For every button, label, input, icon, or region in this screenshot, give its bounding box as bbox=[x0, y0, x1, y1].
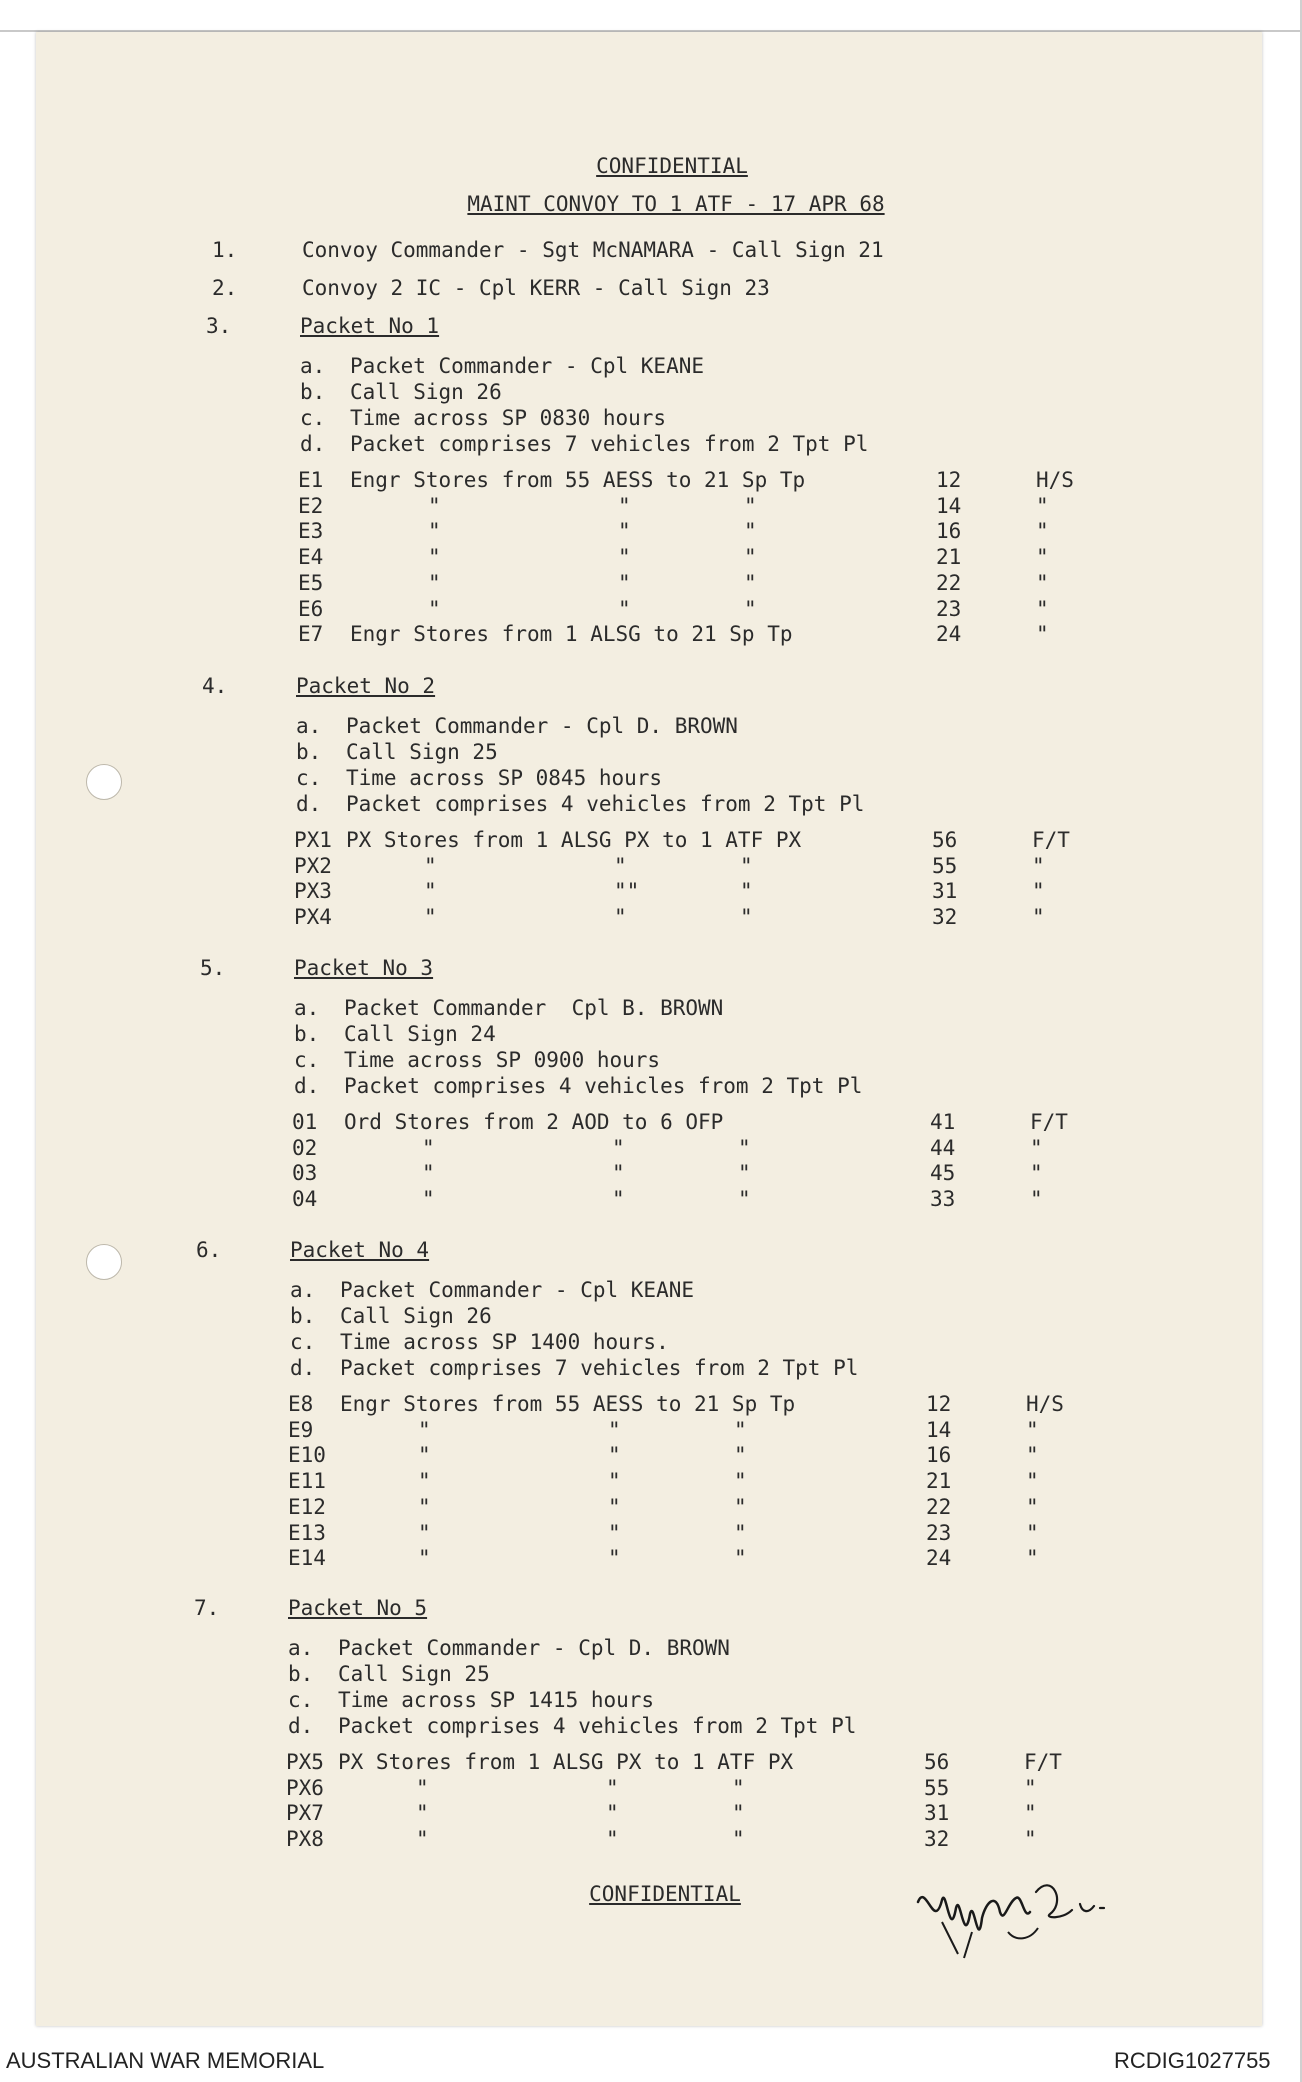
vehicle-count: 33 bbox=[930, 1187, 956, 1212]
vehicle-type: H/S bbox=[1026, 1392, 1064, 1416]
detail-letter: a. bbox=[300, 354, 326, 378]
ditto-mark: " bbox=[428, 596, 441, 621]
ditto-mark: " bbox=[732, 1827, 745, 1852]
vehicle-count: 21 bbox=[926, 1469, 952, 1494]
paragraph-number: 6. bbox=[196, 1238, 222, 1262]
load-description: Engr Stores from 55 AESS to 21 Sp Tp bbox=[350, 468, 806, 492]
vehicle-count: 22 bbox=[926, 1494, 952, 1519]
ditto-mark: " bbox=[608, 1546, 621, 1571]
ditto-mark: " bbox=[418, 1546, 431, 1571]
vehicle-id: PX8 bbox=[286, 1827, 324, 1852]
archive-id: RCDIG1027755 bbox=[1114, 2048, 1271, 2073]
ditto-mark: " bbox=[424, 905, 437, 930]
load-description: Engr Stores from 1 ALSG to 21 Sp Tp bbox=[350, 622, 793, 647]
vehicle-type: " bbox=[1036, 596, 1049, 621]
ditto-mark: "" bbox=[614, 879, 640, 904]
vehicle-type: " bbox=[1030, 1187, 1043, 1212]
vehicle-type: " bbox=[1026, 1546, 1039, 1571]
detail-text: Call Sign 24 bbox=[344, 1022, 496, 1046]
detail-letter: d. bbox=[294, 1074, 320, 1098]
detail-text: Packet Commander - Cpl D. BROWN bbox=[338, 1636, 730, 1660]
packet-heading: Packet No 1 bbox=[300, 314, 440, 338]
ditto-mark: " bbox=[734, 1494, 747, 1519]
vehicle-count: 24 bbox=[936, 622, 962, 647]
ditto-mark: " bbox=[418, 1469, 431, 1494]
detail-letter: c. bbox=[300, 406, 326, 430]
ditto-mark: " bbox=[606, 1827, 619, 1852]
vehicle-count: 12 bbox=[926, 1392, 952, 1416]
ditto-mark: " bbox=[732, 1801, 745, 1826]
ditto-mark: " bbox=[428, 545, 441, 570]
ditto-mark: " bbox=[418, 1417, 431, 1442]
detail-letter: b. bbox=[290, 1304, 316, 1328]
vehicle-type: " bbox=[1036, 493, 1049, 518]
load-description: Engr Stores from 55 AESS to 21 Sp Tp bbox=[340, 1392, 796, 1416]
ditto-mark: " bbox=[612, 1161, 625, 1186]
vehicle-type: F/T bbox=[1024, 1750, 1062, 1774]
vehicle-count: 55 bbox=[924, 1775, 950, 1800]
ditto-mark: " bbox=[428, 493, 441, 518]
detail-text: Call Sign 25 bbox=[346, 740, 498, 764]
ditto-mark: " bbox=[744, 570, 757, 595]
vehicle-count: 32 bbox=[932, 905, 958, 930]
ditto-mark: " bbox=[428, 519, 441, 544]
vehicle-id: 02 bbox=[292, 1135, 318, 1160]
detail-text: Packet Commander - Cpl KEANE bbox=[350, 354, 705, 378]
detail-text: Packet Commander Cpl B. BROWN bbox=[344, 996, 724, 1020]
detail-text: Time across SP 0900 hours bbox=[344, 1048, 661, 1072]
ditto-mark: " bbox=[618, 519, 631, 544]
vehicle-id: E13 bbox=[288, 1520, 326, 1545]
detail-text: Call Sign 25 bbox=[338, 1662, 490, 1686]
ditto-mark: " bbox=[422, 1135, 435, 1160]
item-text: Convoy 2 IC - Cpl KERR - Call Sign 23 bbox=[302, 276, 770, 300]
detail-letter: c. bbox=[288, 1688, 314, 1712]
vehicle-id: E5 bbox=[298, 570, 324, 595]
detail-letter: a. bbox=[290, 1278, 316, 1302]
ditto-mark: " bbox=[734, 1443, 747, 1468]
vehicle-type: " bbox=[1032, 853, 1045, 878]
ditto-mark: " bbox=[734, 1520, 747, 1545]
ditto-mark: " bbox=[608, 1417, 621, 1442]
detail-letter: d. bbox=[296, 792, 322, 816]
ditto-mark: " bbox=[618, 545, 631, 570]
vehicle-count: 16 bbox=[936, 519, 962, 544]
ditto-mark: " bbox=[424, 879, 437, 904]
ditto-mark: " bbox=[740, 853, 753, 878]
vehicle-count: 23 bbox=[926, 1520, 952, 1545]
packet-heading: Packet No 4 bbox=[290, 1238, 430, 1262]
ditto-mark: " bbox=[734, 1417, 747, 1442]
ditto-mark: " bbox=[612, 1135, 625, 1160]
detail-text: Packet Commander - Cpl KEANE bbox=[340, 1278, 695, 1302]
vehicle-id: PX5 bbox=[286, 1750, 324, 1774]
vehicle-count: 45 bbox=[930, 1161, 956, 1186]
vehicle-id: E6 bbox=[298, 596, 324, 621]
vehicle-id: PX3 bbox=[294, 879, 332, 904]
detail-letter: d. bbox=[288, 1714, 314, 1738]
paragraph-number: 5. bbox=[200, 956, 226, 980]
vehicle-count: 12 bbox=[936, 468, 962, 492]
vehicle-type: " bbox=[1036, 519, 1049, 544]
detail-text: Packet comprises 4 vehicles from 2 Tpt Pl bbox=[344, 1074, 863, 1098]
vehicle-count: 24 bbox=[926, 1546, 952, 1571]
footer-classification: CONFIDENTIAL bbox=[589, 1882, 741, 1906]
vehicle-type: F/T bbox=[1030, 1110, 1068, 1134]
vehicle-id: PX4 bbox=[294, 905, 332, 930]
detail-text: Call Sign 26 bbox=[350, 380, 502, 404]
punch-hole-upper bbox=[86, 764, 122, 800]
ditto-mark: " bbox=[744, 519, 757, 544]
detail-letter: c. bbox=[290, 1330, 316, 1354]
vehicle-id: E1 bbox=[298, 468, 324, 492]
vehicle-type: " bbox=[1036, 622, 1049, 647]
vehicle-type: " bbox=[1030, 1161, 1043, 1186]
detail-text: Packet Commander - Cpl D. BROWN bbox=[346, 714, 738, 738]
ditto-mark: " bbox=[608, 1443, 621, 1468]
document-title: MAINT CONVOY TO 1 ATF - 17 APR 68 bbox=[467, 192, 885, 216]
detail-text: Time across SP 1415 hours bbox=[338, 1688, 655, 1712]
vehicle-id: E3 bbox=[298, 519, 324, 544]
load-description: PX Stores from 1 ALSG PX to 1 ATF PX bbox=[338, 1750, 794, 1774]
detail-letter: b. bbox=[288, 1662, 314, 1686]
detail-letter: b. bbox=[300, 380, 326, 404]
ditto-mark: " bbox=[618, 493, 631, 518]
detail-text: Packet comprises 7 vehicles from 2 Tpt Pl bbox=[340, 1356, 859, 1380]
ditto-mark: " bbox=[612, 1187, 625, 1212]
ditto-mark: " bbox=[614, 853, 627, 878]
ditto-mark: " bbox=[424, 853, 437, 878]
ditto-mark: " bbox=[416, 1827, 429, 1852]
vehicle-id: PX2 bbox=[294, 853, 332, 878]
detail-letter: a. bbox=[296, 714, 322, 738]
vehicle-type: " bbox=[1032, 879, 1045, 904]
vehicle-id: E11 bbox=[288, 1469, 326, 1494]
vehicle-type: " bbox=[1026, 1520, 1039, 1545]
paragraph-number: 7. bbox=[194, 1596, 220, 1620]
ditto-mark: " bbox=[418, 1520, 431, 1545]
vehicle-id: E7 bbox=[298, 622, 324, 647]
ditto-mark: " bbox=[744, 493, 757, 518]
ditto-mark: " bbox=[738, 1135, 751, 1160]
ditto-mark: " bbox=[606, 1775, 619, 1800]
vehicle-id: 04 bbox=[292, 1187, 318, 1212]
ditto-mark: " bbox=[614, 905, 627, 930]
ditto-mark: " bbox=[608, 1520, 621, 1545]
vehicle-count: 14 bbox=[936, 493, 962, 518]
item-number: 1. bbox=[212, 238, 238, 262]
ditto-mark: " bbox=[418, 1494, 431, 1519]
vehicle-id: E8 bbox=[288, 1392, 314, 1416]
vehicle-count: 56 bbox=[924, 1750, 950, 1774]
paragraph-number: 3. bbox=[206, 314, 232, 338]
vehicle-id: 03 bbox=[292, 1161, 318, 1186]
detail-letter: b. bbox=[296, 740, 322, 764]
vehicle-id: E10 bbox=[288, 1443, 326, 1468]
vehicle-type: " bbox=[1026, 1494, 1039, 1519]
detail-letter: c. bbox=[294, 1048, 320, 1072]
vehicle-count: 21 bbox=[936, 545, 962, 570]
ditto-mark: " bbox=[738, 1161, 751, 1186]
vehicle-type: " bbox=[1032, 905, 1045, 930]
packet-heading: Packet No 3 bbox=[294, 956, 434, 980]
ditto-mark: " bbox=[618, 596, 631, 621]
vehicle-count: 56 bbox=[932, 828, 958, 852]
vehicle-count: 23 bbox=[936, 596, 962, 621]
vehicle-count: 31 bbox=[924, 1801, 950, 1826]
vehicle-id: 01 bbox=[292, 1110, 318, 1134]
item-number: 2. bbox=[212, 276, 238, 300]
item-text: Convoy Commander - Sgt McNAMARA - Call Sign 21 bbox=[302, 238, 884, 262]
ditto-mark: " bbox=[428, 570, 441, 595]
packet-heading: Packet No 2 bbox=[296, 674, 436, 698]
punch-hole-lower bbox=[86, 1244, 122, 1280]
vehicle-id: E2 bbox=[298, 493, 324, 518]
detail-letter: d. bbox=[290, 1356, 316, 1380]
paragraph-number: 4. bbox=[202, 674, 228, 698]
ditto-mark: " bbox=[740, 905, 753, 930]
detail-letter: c. bbox=[296, 766, 322, 790]
vehicle-id: PX1 bbox=[294, 828, 332, 852]
handwritten-signature bbox=[912, 1862, 1112, 1962]
load-description: Ord Stores from 2 AOD to 6 OFP bbox=[344, 1110, 724, 1134]
ditto-mark: " bbox=[734, 1546, 747, 1571]
detail-text: Call Sign 26 bbox=[340, 1304, 492, 1328]
vehicle-id: E9 bbox=[288, 1417, 314, 1442]
ditto-mark: " bbox=[608, 1469, 621, 1494]
vehicle-type: " bbox=[1026, 1443, 1039, 1468]
detail-letter: a. bbox=[294, 996, 320, 1020]
detail-letter: a. bbox=[288, 1636, 314, 1660]
vehicle-id: PX6 bbox=[286, 1775, 324, 1800]
vehicle-type: " bbox=[1024, 1827, 1037, 1852]
ditto-mark: " bbox=[416, 1801, 429, 1826]
detail-text: Time across SP 1400 hours. bbox=[340, 1330, 669, 1354]
vehicle-count: 44 bbox=[930, 1135, 956, 1160]
vehicle-count: 55 bbox=[932, 853, 958, 878]
vehicle-id: E4 bbox=[298, 545, 324, 570]
vehicle-count: 16 bbox=[926, 1443, 952, 1468]
ditto-mark: " bbox=[738, 1187, 751, 1212]
ditto-mark: " bbox=[744, 545, 757, 570]
archive-source: AUSTRALIAN WAR MEMORIAL bbox=[6, 2048, 325, 2073]
vehicle-type: " bbox=[1024, 1775, 1037, 1800]
vehicle-id: PX7 bbox=[286, 1801, 324, 1826]
detail-text: Packet comprises 4 vehicles from 2 Tpt Pl bbox=[346, 792, 865, 816]
detail-text: Time across SP 0845 hours bbox=[346, 766, 663, 790]
ditto-mark: " bbox=[732, 1775, 745, 1800]
vehicle-type: " bbox=[1026, 1469, 1039, 1494]
ditto-mark: " bbox=[416, 1775, 429, 1800]
ditto-mark: " bbox=[744, 596, 757, 621]
ditto-mark: " bbox=[608, 1494, 621, 1519]
detail-text: Packet comprises 4 vehicles from 2 Tpt Pl bbox=[338, 1714, 857, 1738]
detail-letter: d. bbox=[300, 432, 326, 456]
vehicle-id: E14 bbox=[288, 1546, 326, 1571]
ditto-mark: " bbox=[418, 1443, 431, 1468]
vehicle-count: 31 bbox=[932, 879, 958, 904]
vehicle-count: 22 bbox=[936, 570, 962, 595]
vehicle-count: 41 bbox=[930, 1110, 956, 1134]
ditto-mark: " bbox=[606, 1801, 619, 1826]
vehicle-type: " bbox=[1036, 545, 1049, 570]
vehicle-id: E12 bbox=[288, 1494, 326, 1519]
detail-text: Time across SP 0830 hours bbox=[350, 406, 667, 430]
detail-letter: b. bbox=[294, 1022, 320, 1046]
vehicle-count: 32 bbox=[924, 1827, 950, 1852]
vehicle-type: " bbox=[1026, 1417, 1039, 1442]
ditto-mark: " bbox=[618, 570, 631, 595]
header-classification: CONFIDENTIAL bbox=[596, 154, 748, 178]
vehicle-count: 14 bbox=[926, 1417, 952, 1442]
ditto-mark: " bbox=[740, 879, 753, 904]
vehicle-type: H/S bbox=[1036, 468, 1074, 492]
vehicle-type: F/T bbox=[1032, 828, 1070, 852]
vehicle-type: " bbox=[1030, 1135, 1043, 1160]
ditto-mark: " bbox=[422, 1187, 435, 1212]
ditto-mark: " bbox=[422, 1161, 435, 1186]
vehicle-type: " bbox=[1036, 570, 1049, 595]
vehicle-type: " bbox=[1024, 1801, 1037, 1826]
load-description: PX Stores from 1 ALSG PX to 1 ATF PX bbox=[346, 828, 802, 852]
ditto-mark: " bbox=[734, 1469, 747, 1494]
detail-text: Packet comprises 7 vehicles from 2 Tpt Pl bbox=[350, 432, 869, 456]
packet-heading: Packet No 5 bbox=[288, 1596, 428, 1620]
